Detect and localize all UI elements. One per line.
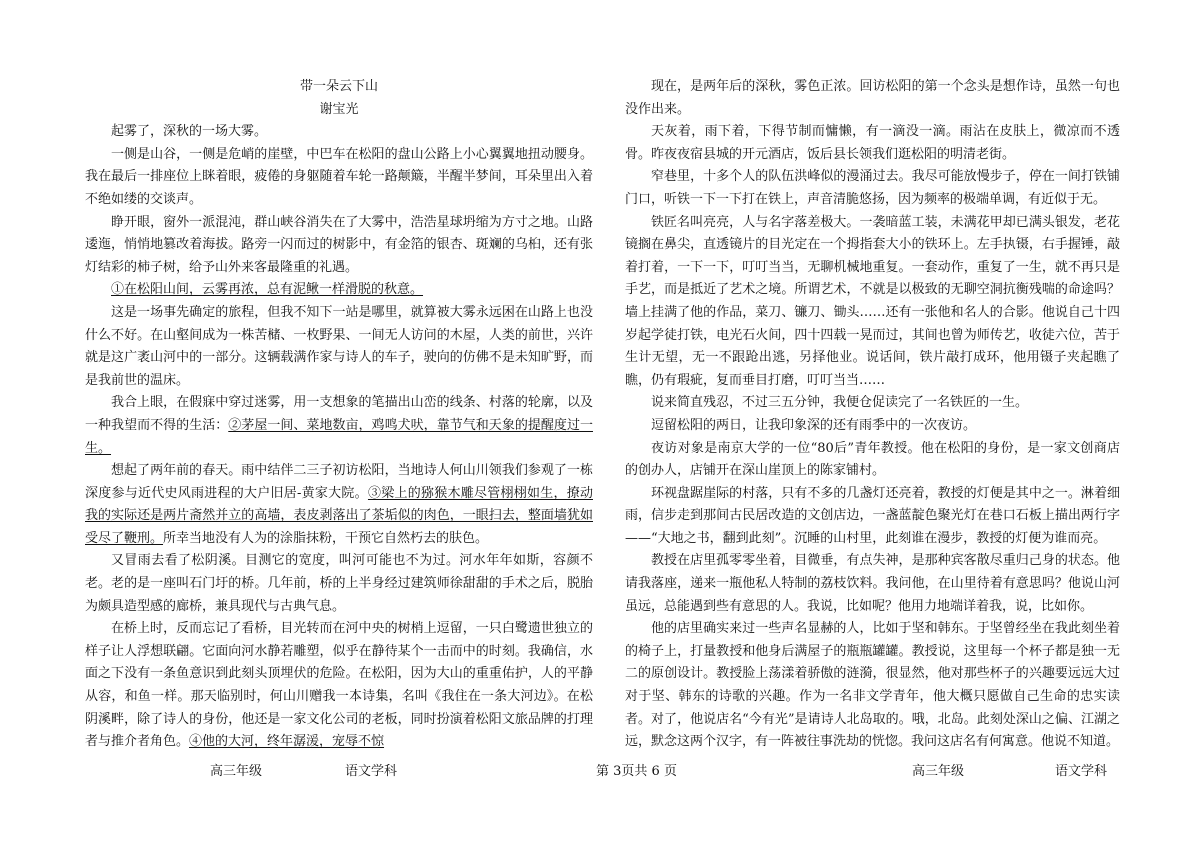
article-author: 谢宝光 [319, 101, 359, 117]
paragraph-text: 又冒雨去看了松阴溪。目测它的宽度，叫河可能也不为过。河水年年如斯，容颜不老。老的是一座叫石门圩的桥。几年前，桥的上半身经过建筑师徐甜甜的手术之后，脱胎为颇具造型感的廊桥，兼具现代与古典气息。 [85, 553, 593, 614]
paragraph-text: 想起了两年前的春天。雨中结伴二三子初访松阳，当地诗人何山川领我们参观了一栋深度参与近代史风雨进程的大户旧居-黄家大院。 [85, 463, 593, 501]
paragraph [625, 438, 1120, 483]
paragraph-text: 环视盘踞崖际的村落，只有不多的几盏灯还亮着，教授的灯便是其中之一。淋着细雨，信步走到那间古民居改造的文创店边，一盏蓝靛色聚光灯在巷口石板上描出两行字——“大地之书，翻到此刻”。沉睡的山村里，此刻谁在漫步，教授的灯便为谁而亮。 [625, 485, 1120, 546]
paragraph-text: 说来简直残忍，不过三五分钟，我便仓促读完了一名铁匠的一生。 [651, 395, 1029, 411]
paragraph [625, 76, 1120, 121]
paragraph [85, 279, 593, 302]
paragraph-text: 我合上眼，在假寐中穿过迷雾，用一支想象的笔描出山峦的线条、村落的轮廓，以及一种我望而不得的生活： [85, 395, 593, 433]
article-title: 带一朵云下山 [299, 79, 378, 94]
paragraph [85, 212, 593, 280]
paragraph [625, 166, 1120, 211]
paragraph [85, 460, 593, 550]
paragraph [625, 550, 1120, 618]
paragraph-text: 在桥上时，反而忘记了看桥，目光转而在河中央的树梢上逗留，一只白鹭遗世独立的样子让人浮想联翩。它面向河水静若雕塑，似乎在静待某个一击而中的时刻。我确信，水面之下没有一条鱼意识到此刻头顶埋伏的危险。在松阳，因为大山的重重佑护，人的平静从容，和鱼一样。那天临别时，何山川赠我一本诗集，名叫《我住在一条大河边》。在松阴溪畔，除了诗人的身份，他还是一家文化公司的老板，同时扮演着松阳文旅品牌的打理者与推介者角色。 [85, 621, 593, 750]
left-column [85, 76, 593, 754]
right-column [625, 76, 1120, 754]
paragraph-text: 现在，是两年后的深秋，雾色正浓。回访松阳的第一个念头是想作诗，虽然一句也没作出来。 [625, 79, 1120, 117]
paragraph-text: 这是一场事先确定的旅程，但我不知下一站是哪里，就算被大雾永远困在山路上也没什么不好。在山壑间成为一株苦槠、一枚野果、一间无人访问的木屋，人类的前世，兴许就是这广袤山河中的一部分。这辆载满作家与诗人的车子，驶向的仿佛不是未知旷野，而是我前世的温床。 [85, 304, 593, 388]
paragraph-text: 逗留松阳的两日，让我印象深的还有雨季中的一次夜访。 [651, 417, 977, 433]
paragraph [625, 483, 1120, 551]
paragraph [625, 415, 1120, 438]
paragraph [85, 392, 593, 460]
paragraph [85, 144, 593, 212]
underlined-sentence: ②茅屋一间、菜地数亩，鸡鸣犬吠，靠节气和天象的提醒度过一生。 [85, 417, 593, 456]
underlined-sentence: ①在松阳山间，云雾再浓，总有泥鳅一样滑脱的秋意。 [111, 282, 424, 298]
left-paragraphs [85, 121, 593, 754]
footer-subject-left: 语文学科 [345, 764, 398, 779]
footer-subject-right: 语文学科 [1055, 764, 1108, 779]
paragraph [625, 392, 1120, 415]
paragraph-text: 他的店里确实来过一些声名显赫的人，比如于坚和韩东。于坚曾经坐在我此刻坐着的椅子上，打量教授和他身后满屋子的瓶瓶罐罐。教授说，这里每一个杯子都是独一无二的原创设计。教授脸上荡漾着骄傲的涟漪，很显然，他对那些杯子的兴趣要远远大过对于坚、韩东的诗歌的兴趣。作为一名非文学青年，他大概只愿做自己生命的忠实读者。对了，他说店名“今有光”是请诗人北岛取的。哦，北岛。此刻处深山之偏、江湖之远，默念这两个汉字，有一阵被往事洗劫的恍惚。我问这店名有何寓意。他说不知道。 [625, 621, 1120, 750]
paragraph-text: 教授在店里孤零零坐着，目微垂，有点失神，是那种宾客散尽重归己身的状态。他请我落座，递来一瓶他私人特制的荔枝饮料。我问他，在山里待着有意思吗？他说山河虽远，总能遇到些有意思的人。我说，比如呢？他用力地端详着我，说，比如你。 [625, 553, 1120, 614]
footer-grade-left: 高三年级 [210, 764, 263, 779]
paragraph-text: 夜访对象是南京大学的一位“80后”青年教授。他在松阳的身份，是一家文创商店的创办人，店铺开在深山崖顶上的陈家铺村。 [625, 440, 1120, 479]
paragraph-text: 睁开眼，窗外一派混沌，群山峡谷消失在了大雾中，浩浩星球坍缩为方寸之地。山路逶迤，悄悄地篡改着海拔。路旁一闪而过的树影中，有金箔的银杏、斑斓的乌桕，还有张灯结彩的柿子树，给予山外来客最隆重的礼遇。 [85, 214, 593, 275]
page-number: 第 3页共 6 页 [596, 764, 677, 779]
underlined-sentence: ④他的大河，终年潺湲，宠辱不惊 [189, 734, 385, 750]
paragraph [85, 121, 593, 144]
paragraph [625, 212, 1120, 393]
paragraph-text: 所幸当地没有人为的涂脂抹粉，干预它自然朽去的肤色。 [163, 530, 489, 546]
paragraph [85, 618, 593, 754]
paragraph [85, 302, 593, 392]
paragraph-text: 一侧是山谷，一侧是危峭的崖壁，中巴车在松阳的盘山公路上小心翼翼地扭动腰身。我在最后一排座位上眯着眼，疲倦的身躯随着车轮一路颠簸，半醒半梦间，耳朵里出入着不绝如缕的交谈声。 [85, 146, 593, 207]
footer-grade-right: 高三年级 [912, 764, 965, 779]
paragraph [625, 618, 1120, 754]
paragraph-text: 起雾了，深秋的一场大雾。 [111, 124, 268, 140]
paragraph-text: 天灰着，雨下着，下得节制而慵懒，有一滴没一滴。雨沾在皮肤上，微凉而不透骨。昨夜夜宿县城的开元酒店，饭后县长领我们逛松阳的明清老街。 [625, 124, 1120, 162]
paragraph-text: 窄巷里，十多个人的队伍洪峰似的漫涌过去。我尽可能放慢步子，停在一间打铁铺门口，听铁一下一下打在铁上，声音清脆悠扬，因为频率的极端单调，有近似于无。 [625, 169, 1120, 207]
underlined-sentence: ③梁上的猕猴木雕尽管栩栩如生，撩动我的实际还是两片斋然并立的高墙，表皮剥落出了茶垢似的肉色，一眼扫去，整面墙犹如受尽了鞭刑。 [85, 485, 593, 546]
right-paragraphs [625, 76, 1120, 754]
paragraph-text: 铁匠名叫亮亮，人与名字落差极大。一袭暗蓝工装，未满花甲却已满头银发，老花镜搁在鼻尖，直透镜片的目光定在一个拇指套大小的铁环上。左手执镊，右手握锤，敲着打着，一下一下，叮叮当当，无聊机械地重复。一套动作，重复了一生，就不再只是手艺，而是抵近了艺术之境。所谓艺术，不就是以极致的无聊空洞抗衡残喘的命途吗？墙上挂满了他的作品，菜刀、镰刀、锄头……还有一张他和名人的合影。他说自己十四岁起学徒打铁，电光石火间，四十四载一晃而过，其间也曾为师传艺，收徒六位，苦于生计无望，无一不跟跄出逃，另择他业。说话间，铁片敲打成环，他用镊子夹起瞧了瞧，仍有瑕疵，复而垂目打磨，叮叮当当…… [625, 214, 1120, 388]
paragraph [85, 550, 593, 618]
paragraph [625, 121, 1120, 166]
